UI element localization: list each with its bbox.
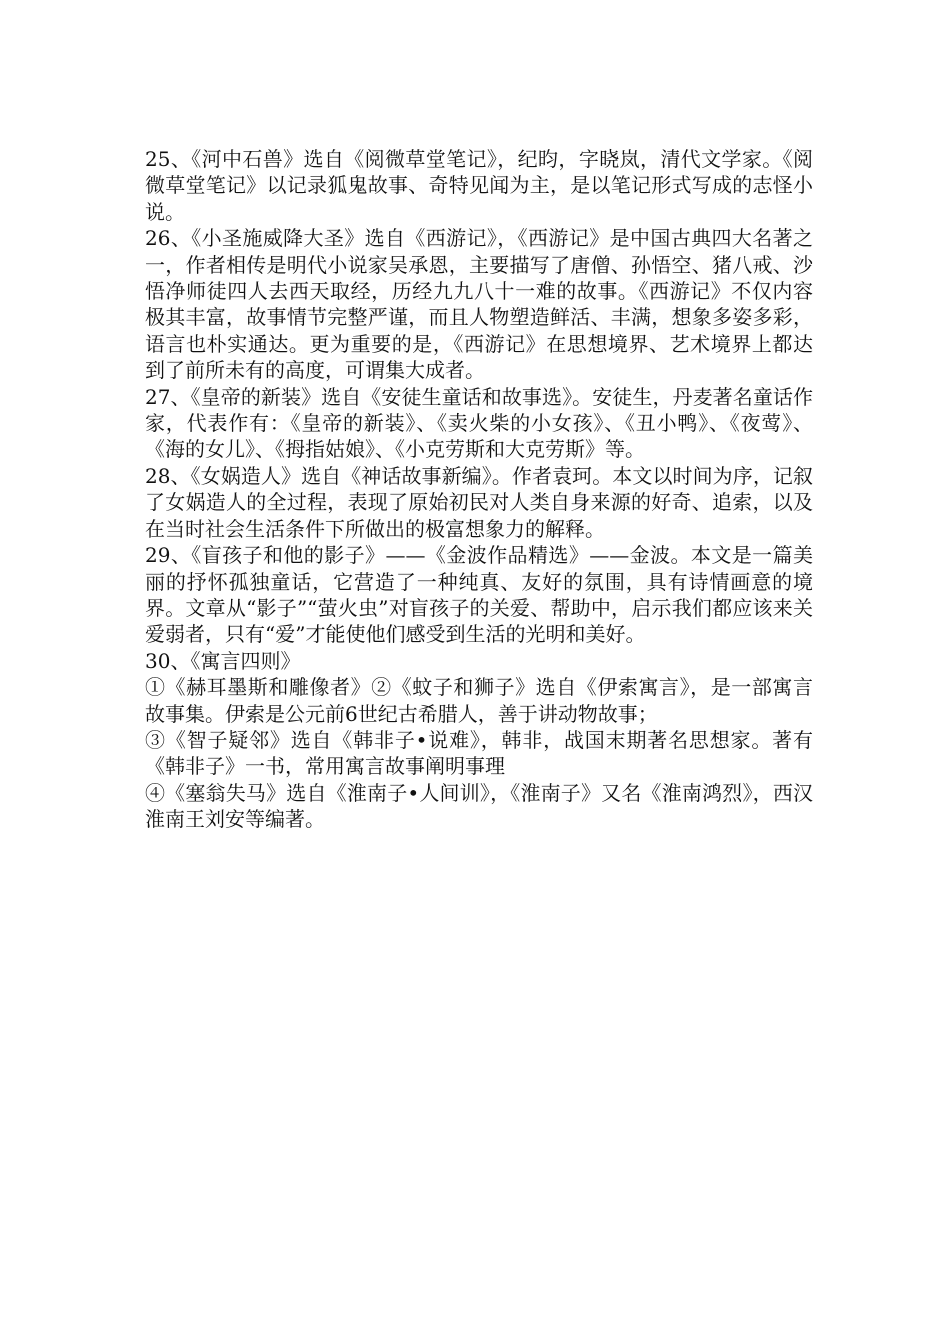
paragraph-28: 28、《女娲造人》选自《神话故事新编》。作者袁珂。本文以时间为序，记叙了女娲造人的全过程，表现了原始初民对人类自身来源的好奇、追索，以及在当时社会生活条件下所做出的极富想象力的解释。 (145, 463, 813, 541)
document-body (145, 146, 813, 833)
fable-item-4: ④《塞翁失马》选自《淮南子•人间训》，《淮南子》又名《淮南鸿烈》，西汉淮南王刘安等编著。 (145, 780, 813, 832)
fable-item-1-2: ①《赫耳墨斯和雕像者》②《蚊子和狮子》选自《伊索寓言》，是一部寓言故事集。伊索是公元前6世纪古希腊人，善于讲动物故事； (145, 675, 813, 726)
paragraph-29: 29、《盲孩子和他的影子》——《金波作品精选》——金波。本文是一篇美丽的抒怀孤独童话，它营造了一种纯真、友好的氛围，具有诗情画意的境界。文章从“影子”“萤火虫”对盲孩子的关爱、帮助中，启示我们都应该来关爱弱者，只有“爱”才能使他们感受到生活的光明和美好。 (145, 543, 813, 647)
paragraph-25: 25、《河中石兽》选自《阅微草堂笔记》，纪昀，字晓岚，清代文学家。《阅微草堂笔记》以记录狐鬼故事、奇特见闻为主，是以笔记形式写成的志怪小说。 (145, 147, 813, 224)
paragraph-27: 27、《皇帝的新装》选自《安徒生童话和故事选》。安徒生，丹麦著名童话作家，代表作有：《皇帝的新装》、《卖火柴的小女孩》、《丑小鸭》、《夜莺》、《海的女儿》、《拇指姑娘》、《小克劳斯和大克劳斯》等。 (145, 384, 813, 462)
paragraph-26: 26、《小圣施威降大圣》选自《西游记》，《西游记》是中国古典四大名著之一，作者相传是明代小说家吴承恩，主要描写了唐僧、孙悟空、猪八戒、沙悟净师徒四人去西天取经，历经九九八十一难的故事。《西游记》不仅内容极其丰富，故事情节完整严谨，而且人物塑造鲜活、丰满，想象多姿多彩，语言也朴实通达。更为重要的是，《西游记》在思想境界、艺术境界上都达到了前所未有的高度，可谓集大成者。 (145, 226, 813, 383)
paragraph-30-heading: 30、《寓言四则》 (145, 648, 301, 673)
fable-item-3: ③《智子疑邻》选自《韩非子•说难》，韩非，战国末期著名思想家。著有《韩非子》一书，常用寓言故事阐明事理 (145, 727, 813, 779)
